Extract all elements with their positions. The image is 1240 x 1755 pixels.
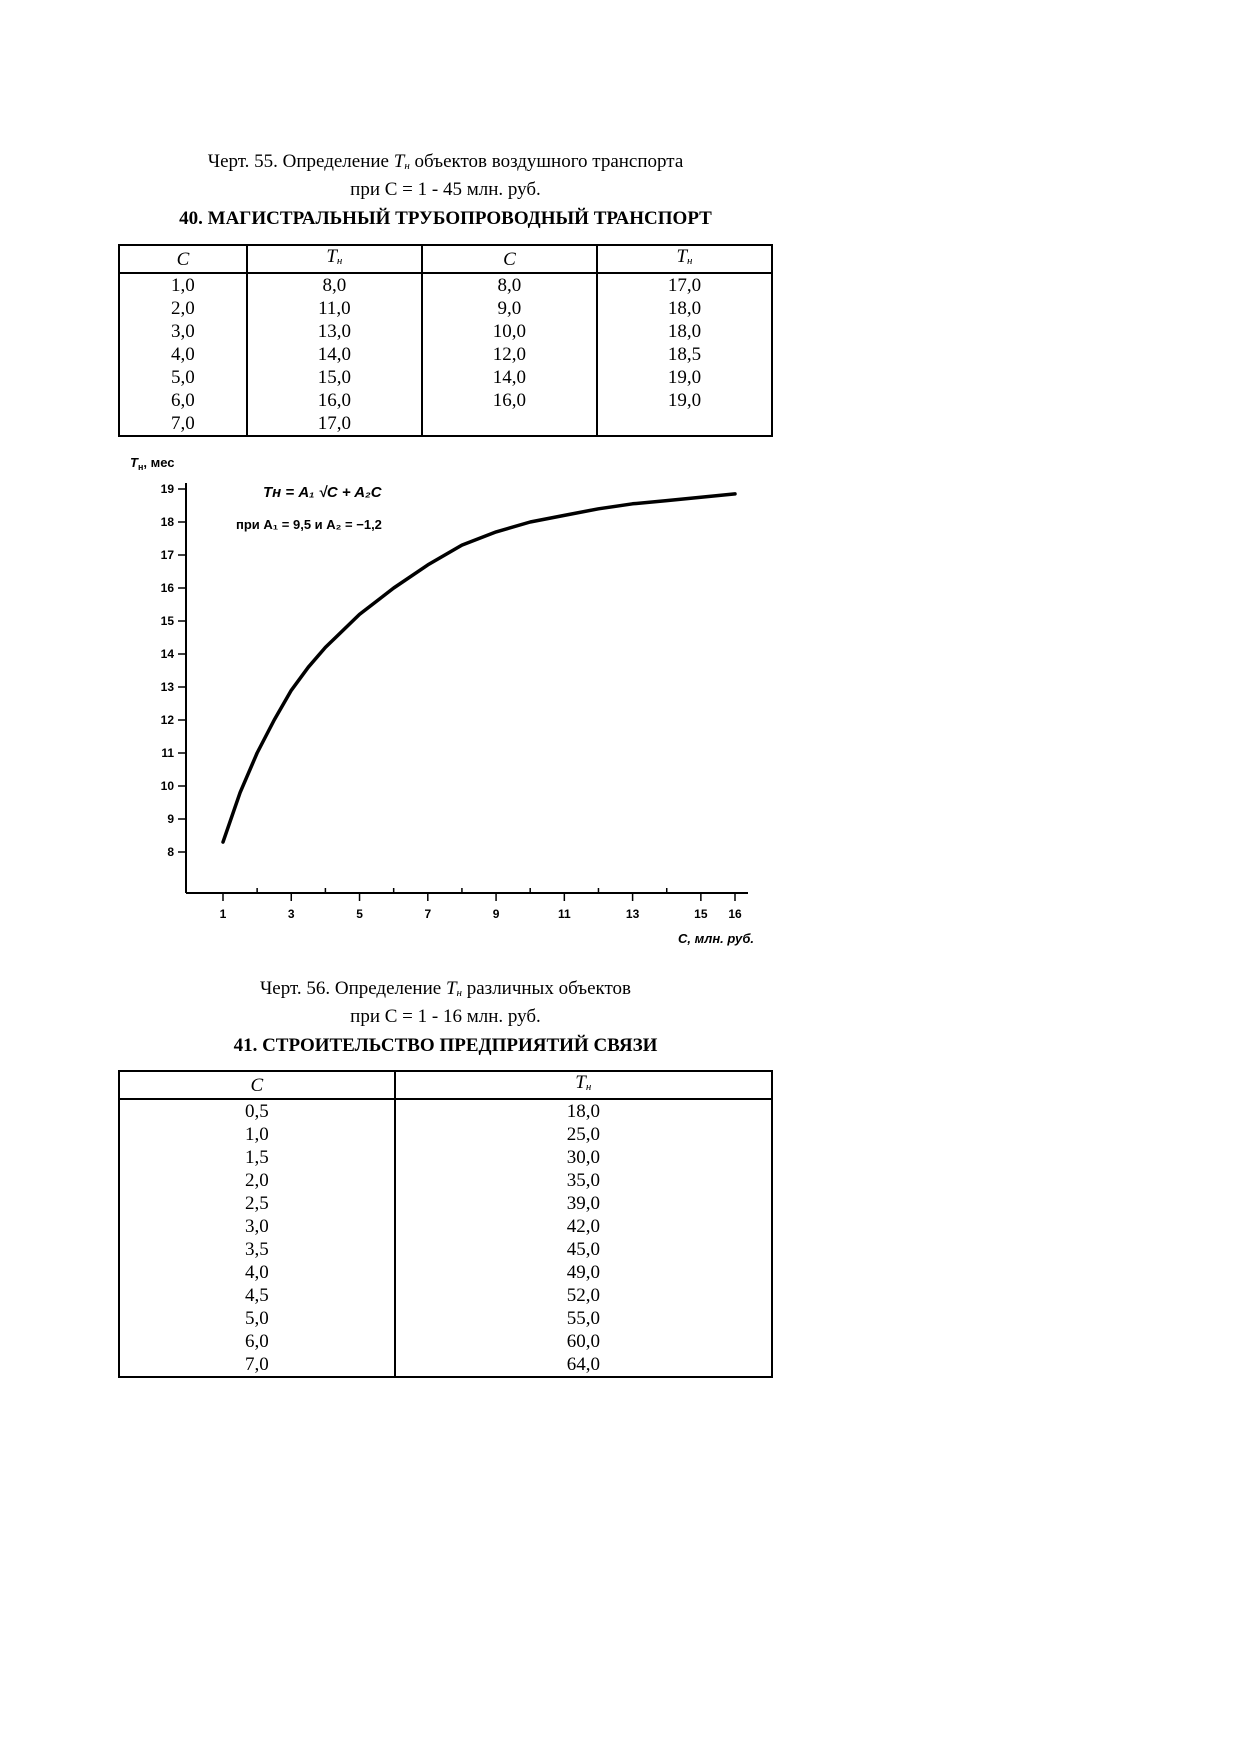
table-41-row	[119, 1284, 772, 1307]
x-tick-label: 7	[424, 907, 432, 921]
table-40-cell: 17,0	[247, 412, 422, 436]
table-40-cell: 8,0	[422, 273, 597, 297]
table-41	[118, 1070, 773, 1378]
caption-55-line1: Черт. 55. Определение $T_н$ объектов воздушного транспорта	[207, 151, 684, 172]
chart	[118, 455, 768, 955]
table-41-header-row	[119, 1071, 772, 1099]
table-41-cell: 3,0	[119, 1215, 395, 1238]
table-40-cell: 7,0	[119, 412, 247, 436]
y-axis-symbol: T	[130, 455, 138, 470]
header-c: C	[119, 245, 247, 273]
y-tick-label: 9	[167, 812, 174, 826]
table-40-row	[119, 320, 772, 343]
table-41-cell: 52,0	[395, 1284, 772, 1307]
table-41-cell: 2,5	[119, 1192, 395, 1215]
table-40-cell	[597, 412, 772, 436]
table-41-row	[119, 1307, 772, 1330]
y-axis-unit: , мес	[143, 455, 175, 470]
x-tick-label: 13	[625, 907, 640, 921]
table-41-cell: 3,5	[119, 1238, 395, 1261]
table-41-row	[119, 1099, 772, 1123]
table-40-header-row	[119, 245, 772, 273]
table-41-cell: 39,0	[395, 1192, 772, 1215]
y-tick-label: 19	[160, 482, 174, 496]
table-41-cell: 49,0	[395, 1261, 772, 1284]
table-41-cell: 35,0	[395, 1169, 772, 1192]
table-40-cell: 12,0	[422, 343, 597, 366]
table-40-cell: 1,0	[119, 273, 247, 297]
table-41-row	[119, 1146, 772, 1169]
table-40-cell: 15,0	[247, 366, 422, 389]
section-40-title: 40. МАГИСТРАЛЬНЫЙ ТРУБОПРОВОДНЫЙ ТРАНСПОРТ	[179, 208, 712, 229]
y-tick-label: 17	[160, 548, 174, 562]
y-tick-label: 14	[160, 647, 174, 661]
series-line	[223, 494, 735, 842]
table-41-row	[119, 1261, 772, 1284]
table-40-cell: 17,0	[597, 273, 772, 297]
table-41-cell: 60,0	[395, 1330, 772, 1353]
table-40	[118, 244, 773, 437]
table-40-cell: 18,5	[597, 343, 772, 366]
table-40-cell: 5,0	[119, 366, 247, 389]
table-40-cell: 16,0	[247, 389, 422, 412]
table-40-cell: 3,0	[119, 320, 247, 343]
x-tick-label: 9	[492, 907, 500, 921]
section-41-title: 41. СТРОИТЕЛЬСТВО ПРЕДПРИЯТИЙ СВЯЗИ	[233, 1035, 658, 1056]
table-41-cell: 45,0	[395, 1238, 772, 1261]
table-40-cell: 8,0	[247, 273, 422, 297]
x-axis-label: С, млн. руб.	[678, 931, 755, 946]
table-40-cell: 2,0	[119, 297, 247, 320]
table-41-cell: 25,0	[395, 1123, 772, 1146]
table-41-row	[119, 1238, 772, 1261]
figure-caption-55	[118, 150, 773, 201]
chart-formula: Tн = A₁ √C + A₂C	[263, 484, 382, 501]
table-40-row	[119, 297, 772, 320]
table-41-cell: 42,0	[395, 1215, 772, 1238]
y-ticks	[161, 482, 186, 859]
header-t: $T_н$	[395, 1071, 772, 1099]
y-tick-label: 16	[160, 581, 174, 595]
x-tick-label: 5	[356, 907, 363, 921]
table-41-cell: 4,5	[119, 1284, 395, 1307]
table-40-row	[119, 389, 772, 412]
caption-56-line2: при С = 1 - 16 млн. руб.	[350, 1006, 541, 1027]
header-c: C	[119, 1071, 395, 1099]
table-41-cell: 30,0	[395, 1146, 772, 1169]
x-tick-label: 3	[287, 907, 295, 921]
table-40-cell: 14,0	[422, 366, 597, 389]
chart-curve	[223, 494, 735, 842]
y-tick-label: 10	[160, 779, 174, 793]
table-40-cell	[422, 412, 597, 436]
x-tick-label: 11	[557, 907, 571, 921]
table-41-cell: 4,0	[119, 1261, 395, 1284]
x-tick-label: 1	[219, 907, 227, 921]
table-41-row	[119, 1330, 772, 1353]
table-40-row	[119, 273, 772, 297]
x-tick-label: 16	[728, 907, 742, 921]
table-40-row	[119, 343, 772, 366]
table-41-row	[119, 1215, 772, 1238]
table-41-cell: 6,0	[119, 1330, 395, 1353]
y-axis-title	[130, 455, 175, 472]
table-40-cell: 4,0	[119, 343, 247, 366]
table-40-cell: 19,0	[597, 389, 772, 412]
y-axis-label	[130, 455, 175, 472]
table-40-cell: 18,0	[597, 297, 772, 320]
table-40-row	[119, 412, 772, 436]
table-41-cell: 5,0	[119, 1307, 395, 1330]
table-40-cell: 9,0	[422, 297, 597, 320]
table-41-row	[119, 1192, 772, 1215]
chart-annotations	[236, 484, 754, 946]
table-40-row	[119, 366, 772, 389]
table-40-cell: 16,0	[422, 389, 597, 412]
table-40-cell: 10,0	[422, 320, 597, 343]
y-axis-index: н	[137, 462, 144, 472]
table-41-row	[119, 1169, 772, 1192]
y-tick-label: 13	[160, 680, 174, 694]
caption-55-line2: при С = 1 - 45 млн. руб.	[350, 179, 541, 200]
y-tick-label: 12	[160, 713, 174, 727]
table-41-cell: 64,0	[395, 1353, 772, 1377]
header-t: $T_н$	[247, 245, 422, 273]
caption-56-line1: Черт. 56. Определение $T_н$ различных объектов	[259, 978, 632, 999]
y-tick-label: 15	[160, 614, 174, 628]
table-40-cell: 18,0	[597, 320, 772, 343]
table-40-cell: 13,0	[247, 320, 422, 343]
table-40-cell: 19,0	[597, 366, 772, 389]
table-41-cell: 1,5	[119, 1146, 395, 1169]
y-tick-label: 11	[161, 746, 174, 760]
y-tick-label: 8	[167, 845, 174, 859]
figure-caption-56	[118, 977, 773, 1028]
header-c: C	[422, 245, 597, 273]
header-t: $T_н$	[597, 245, 772, 273]
table-40-cell: 11,0	[247, 297, 422, 320]
table-41-cell: 1,0	[119, 1123, 395, 1146]
table-40-cell: 14,0	[247, 343, 422, 366]
table-40-cell: 6,0	[119, 389, 247, 412]
table-41-cell: 7,0	[119, 1353, 395, 1377]
y-tick-label: 18	[160, 515, 174, 529]
table-41-row	[119, 1123, 772, 1146]
chart-formula-params: при A₁ = 9,5 и A₂ = −1,2	[236, 517, 382, 532]
x-tick-label: 15	[694, 907, 708, 921]
table-41-cell: 18,0	[395, 1099, 772, 1123]
table-41-cell: 2,0	[119, 1169, 395, 1192]
table-41-cell: 55,0	[395, 1307, 772, 1330]
table-41-row	[119, 1353, 772, 1377]
table-41-cell: 0,5	[119, 1099, 395, 1123]
